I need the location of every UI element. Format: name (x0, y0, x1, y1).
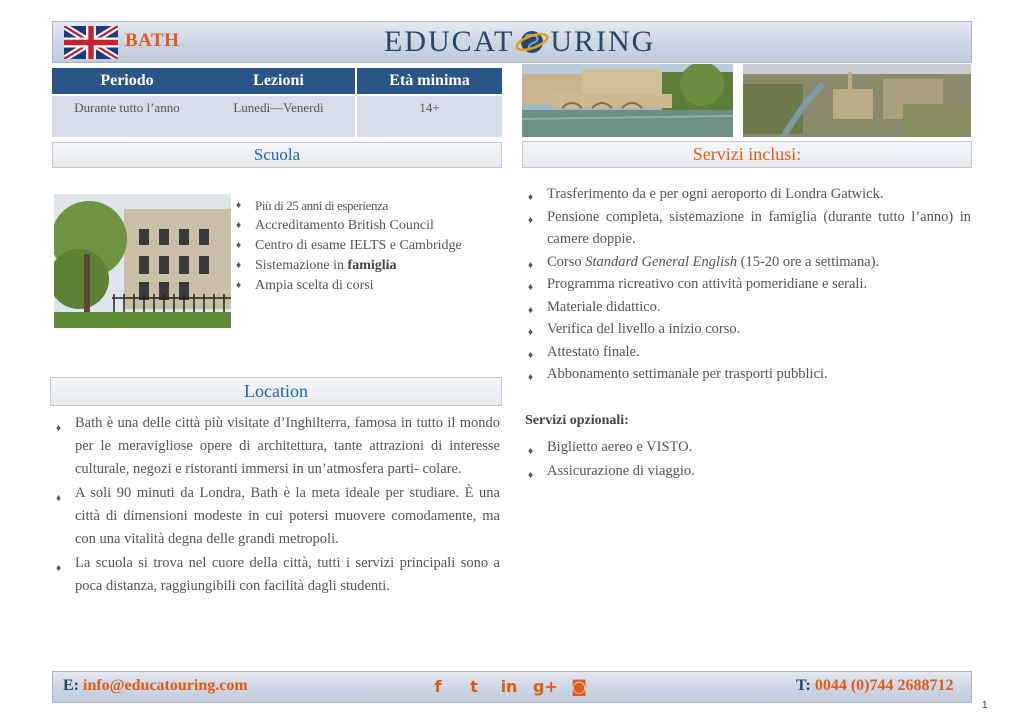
list-item: ♦ Verifica del livello a inizio corso. (525, 318, 971, 341)
school-features-list (233, 196, 503, 296)
optional-services-list (525, 435, 971, 483)
diamond-bullet-icon: ♦ (236, 200, 241, 211)
diamond-bullet-icon: ♦ (528, 349, 534, 361)
uk-flag-icon (64, 26, 118, 59)
info-col-title: Periodo (52, 68, 202, 94)
linkedin-icon[interactable]: in (500, 677, 518, 696)
logo-text-left: EDUCAT (384, 25, 515, 58)
page-number: 1 (982, 700, 988, 711)
school-building-photo (54, 194, 231, 328)
google-plus-icon[interactable]: g+ (533, 677, 558, 696)
twitter-icon[interactable]: t (470, 677, 478, 696)
diamond-bullet-icon: ♦ (236, 240, 242, 251)
location-list (53, 412, 500, 599)
list-item: ♦ Accreditamento British Council (233, 216, 503, 236)
bath-aerial-photo (743, 64, 971, 137)
facebook-icon[interactable]: f (434, 677, 442, 696)
diamond-bullet-icon: ♦ (236, 220, 242, 231)
location-section-title: Location (50, 377, 502, 406)
email-label: E: (63, 677, 79, 694)
logo (384, 25, 655, 59)
phone-number[interactable]: 0044 (0)744 2688712 (814, 677, 954, 694)
diamond-bullet-icon: ♦ (236, 260, 242, 271)
list-item: ♦ Bath è una delle città più visitate d’Inghilterra, famosa in tutto il mondo per le meravigliose opere di architettura, tante attrazioni di interesse culturale, negozi e ristoranti immersi in un’atmosfera parti- colare. (56, 415, 500, 477)
info-col-title: Lezioni (202, 68, 355, 94)
info-col-periodo (52, 68, 202, 137)
bath-bridge-photo (522, 64, 733, 137)
list-item: ♦ Centro di esame IELTS e Cambridge (233, 236, 503, 256)
list-item: ♦ Abbonamento settimanale per trasporti pubblici. (525, 363, 971, 386)
list-item: ♦ Sistemazione in famiglia (233, 256, 503, 276)
list-item: ♦ Assicurazione di viaggio. (525, 459, 971, 483)
list-item: ♦ Ampia scelta di corsi (233, 276, 503, 296)
diamond-bullet-icon: ♦ (56, 493, 62, 504)
diamond-bullet-icon: ♦ (528, 304, 534, 316)
diamond-bullet-icon: ♦ (56, 423, 62, 434)
info-col-eta (357, 68, 502, 137)
diamond-bullet-icon: ♦ (528, 327, 534, 338)
city-title: BATH (125, 30, 180, 51)
info-col-value: Durante tutto l’anno (52, 96, 202, 137)
diamond-bullet-icon: ♦ (528, 214, 534, 226)
list-item: ♦ Materiale didattico. (525, 296, 971, 319)
diamond-bullet-icon: ♦ (56, 563, 62, 574)
diamond-bullet-icon: ♦ (528, 259, 534, 271)
email-link[interactable]: info@educatouring.com (83, 677, 248, 694)
list-item: ♦ Attestato finale. (525, 341, 971, 364)
diamond-bullet-icon: ♦ (528, 372, 534, 383)
diamond-bullet-icon: ♦ (528, 192, 534, 203)
diamond-bullet-icon: ♦ (528, 470, 534, 481)
services-section-title: Servizi inclusi: (522, 141, 972, 168)
list-item: ♦ Corso Standard General English (15-20 ore a settimana). (525, 251, 971, 274)
list-item: ♦ Pensione completa, sistemazione in famiglia (durante tutto l’anno) in camere doppie. (528, 208, 971, 247)
list-item: ♦ La scuola si trova nel cuore della città, tutti i servizi principali sono a poca distanza, raggiungibili con facilità dagli studenti. (56, 555, 500, 594)
services-list (525, 183, 971, 386)
diamond-bullet-icon: ♦ (528, 282, 534, 293)
footer-email (63, 677, 248, 695)
info-col-title: Età minima (357, 68, 502, 94)
list-item: ♦ Programma ricreativo con attività pomeridiane e serali. (525, 273, 971, 296)
diamond-bullet-icon: ♦ (528, 446, 534, 457)
list-item: ♦ Biglietto aereo e VISTO. (525, 435, 971, 459)
diamond-bullet-icon: ♦ (236, 280, 242, 291)
footer-phone (796, 677, 953, 695)
list-item: ♦ A soli 90 minuti da Londra, Bath è la meta ideale per studiare. È una città di dimensioni modeste in cui potersi muovere comodamente, ma con una vitalità degna delle grandi metropoli. (56, 485, 500, 547)
list-item: ♦ Più di 25 anni di esperienza (233, 196, 503, 216)
instagram-icon[interactable]: ◙ (571, 677, 587, 696)
school-section-title: Scuola (52, 142, 502, 168)
info-col-value: 14+ (357, 96, 502, 137)
globe-logo-icon (515, 27, 549, 57)
optional-services-title: Servizi opzionali: (525, 413, 629, 428)
phone-label: T: (796, 677, 811, 694)
info-col-value: Lunedì—Venerdì (202, 96, 355, 137)
logo-text-right: URING (550, 25, 656, 58)
list-item: ♦ Trasferimento da e per ogni aeroporto di Londra Gatwick. (525, 183, 971, 206)
info-col-lezioni (202, 68, 355, 137)
